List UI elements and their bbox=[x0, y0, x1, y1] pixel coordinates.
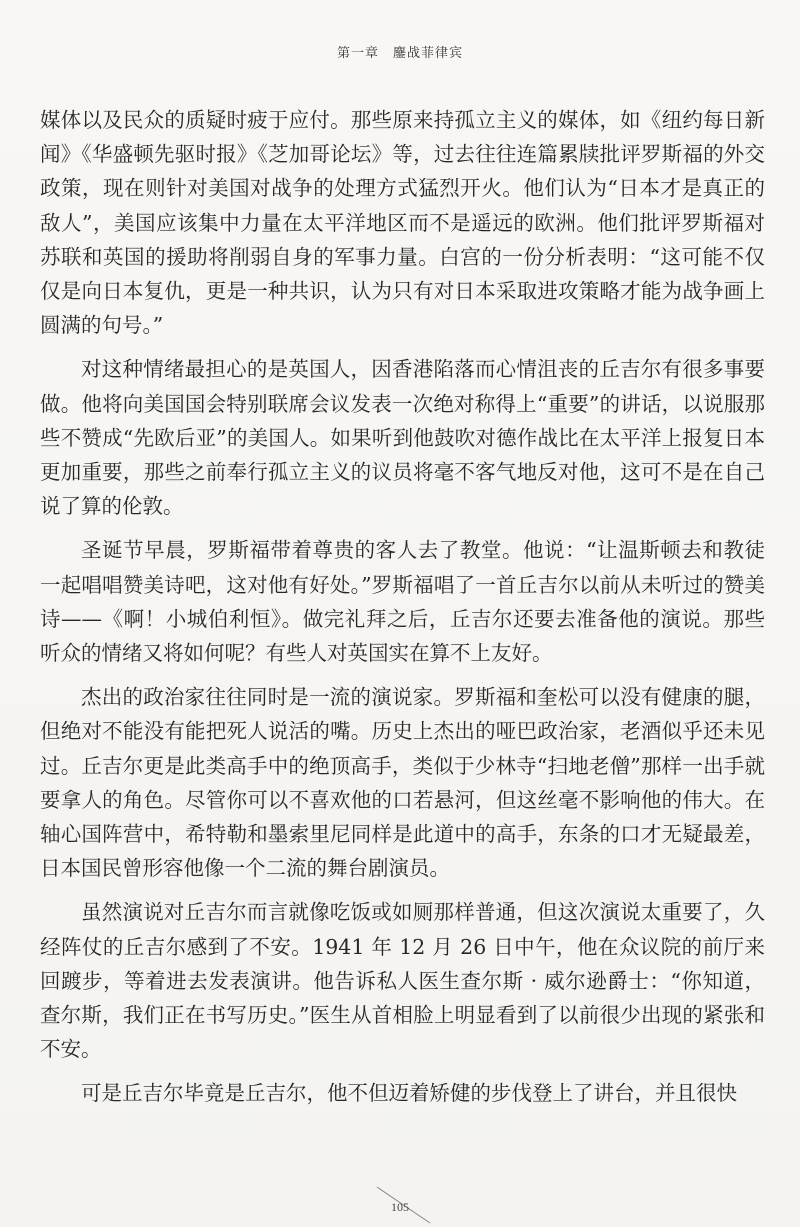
running-header bbox=[0, 42, 800, 61]
paragraph: 虽然演说对丘吉尔而言就像吃饭或如厕那样普通，但这次演说太重要了，久经阵仗的丘吉尔感到了不安。1941 年 12 月 26 日中午，他在众议院的前厅来回踱步，等着进去发表演讲。他告诉私人医生查尔斯 · 威尔逊爵士：“你知道，查尔斯，我们正在书写历史。”医生从首相脸上明显看到了以前很少出现的紧张和不安。 bbox=[40, 900, 765, 1062]
paragraph: 媒体以及民众的质疑时疲于应付。那些原来持孤立主义的媒体，如《纽约每日新闻》《华盛顿先驱时报》《芝加哥论坛》等，过去往往连篇累牍批评罗斯福的外交政策，现在则针对美国对战争的处理方式猛烈开火。他们认为“日本才是真正的敌人”，美国应该集中力量在太平洋地区而不是遥远的欧洲。他们批评罗斯福对苏联和英国的援助将削弱自身的军事力量。白宫的一份分析表明：“这可能不仅仅是向日本复仇，更是一种共识，认为只有对日本采取进攻策略才能为战争画上圆满的句号。” bbox=[40, 108, 765, 338]
paragraph: 圣诞节早晨，罗斯福带着尊贵的客人去了教堂。他说：“让温斯顿去和教徒一起唱唱赞美诗吧，这对他有好处。”罗斯福唱了一首丘吉尔以前从未听过的赞美诗——《啊！小城伯利恒》。做完礼拜之后，丘吉尔还要去准备他的演说。那些听众的情绪又将如何呢？有些人对英国实在算不上友好。 bbox=[40, 538, 765, 666]
paragraph: 可是丘吉尔毕竟是丘吉尔，他不但迈着矫健的步伐登上了讲台，并且很快 bbox=[81, 1081, 737, 1106]
paragraph: 对这种情绪最担心的是英国人，因香港陷落而心情沮丧的丘吉尔有很多事要做。他将向美国国会特别联席会议发表一次绝对称得上“重要”的讲话，以说服那些不赞成“先欧后亚”的美国人。如果听到他鼓吹对德作战比在太平洋上报复日本更加重要，那些之前奉行孤立主义的议员将毫不客气地反对他，这可不是在自己说了算的伦敦。 bbox=[40, 357, 765, 519]
body-text bbox=[40, 103, 765, 1121]
chapter-label: 第一章 bbox=[336, 46, 379, 61]
chapter-title: 鏖战菲律宾 bbox=[393, 46, 464, 61]
page-number: 105 bbox=[391, 1200, 409, 1214]
paragraph: 杰出的政治家往往同时是一流的演说家。罗斯福和奎松可以没有健康的腿，但绝对不能没有能把死人说活的嘴。历史上杰出的哑巴政治家，老酒似乎还未见过。丘吉尔更是此类高手中的绝顶高手，类似于少林寺“扫地老僧”那样一出手就要拿人的角色。尽管你可以不喜欢他的口若悬河，但这丝毫不影响他的伟大。在轴心国阵营中，希特勒和墨索里尼同样是此道中的高手，东条的口才无疑最差，日本国民曾形容他像一个二流的舞台剧演员。 bbox=[40, 685, 765, 881]
